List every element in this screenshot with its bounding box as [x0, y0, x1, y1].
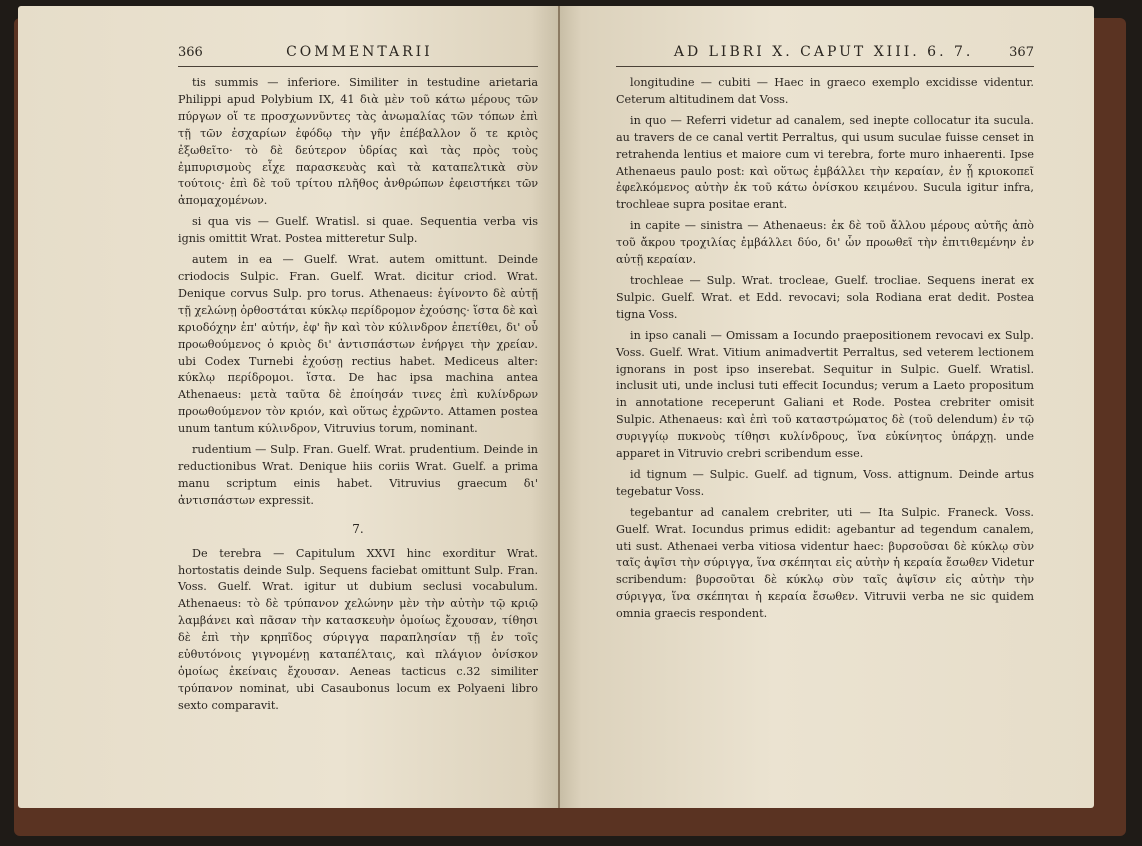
- page-number: 366: [178, 45, 203, 60]
- paragraph: in quo — Referri videtur ad canalem, sed inepte collocatur ita sucula. au travers de ce canal vertit Perraltus, qui usum suculae fuisse censet in retrahenda lentius et maiore cum vi terebra, forte muro inhaerenti. Ipse Athenaeus paulo post: καὶ οὕτως ἐμβάλλει τὴν κεραίαν, ἐν ᾗ κριοκοπεῖ ἐφελκόμενος αὐτὴν ἐκ τοῦ κάτω ὀνίσκου κειμένου. Sucula igitur infra, trochleae supra positae erant.: [616, 113, 1034, 212]
- running-title: COMMENTARII: [286, 44, 433, 60]
- paragraph: tegebantur ad canalem crebriter, uti — Ita Sulpic. Franeck. Voss. Guelf. Wrat. Iocundus primus edidit: agebantur ad tegendum canalem, uti sust. Athenaei verba vitiosa videntur haec: βυρσοῦσαι δὲ κύκλῳ σὺν ταῖς ἀψῖσι τὴν σύριγγα, ἵνα σκέπηται εἰς αὐτὴν ἡ κεραία ἔσωθεν Videtur scribendum: βυρσοῦται δὲ κύκλῳ σὺν ταῖς ἀψῖσιν εἰς αὐτὴν τὴν σύριγγα, ἵνα σκέπηται ἡ κεραία ἔσωθεν. Vitruvii verba ne sic quidem omnia graecis respondent.: [616, 505, 1034, 621]
- paragraph: trochleae — Sulp. Wrat. trocleae, Guelf. trocliae. Sequens inerat ex Sulpic. Guelf. Wrat. et Edd. revocavi; sola Rodiana erat dedit. Postea tigna Voss.: [616, 273, 1034, 321]
- paragraph: De terebra — Capitulum XXVI hinc exorditur Wrat. hortostatis deinde Sulp. Sequens faciebat omittunt Sulp. Fran. Voss. Guelf. Wrat. igitur ut dubium seclusi vocabulum. Athenaeus: τὸ δὲ τρύπανον χελώνην μὲν τὴν αὐτὴν τῷ κριῷ λαμβάνει καὶ πᾶσαν τὴν κατασκευὴν ὁμοίως ἔχουσαν, τίθησι δὲ ἐπὶ τὴν κρηπῖδος σύριγγα παραπλησίαν τῇ ἐν τοῖς εὐθυτόνοις γιγνομένῃ καταπέλταις, καὶ πλάγιον ὀνίσκον ὁμοίως ἐκείναις ἔχουσαν. Aeneas tacticus c.32 similiter τρύπανον nominat, ubi Casaubonus locum ex Polyaeni libro sexto comparavit.: [178, 546, 538, 712]
- right-page: [560, 6, 1094, 808]
- header-rule: [616, 66, 1034, 67]
- left-page: [18, 6, 558, 808]
- paragraph: id tignum — Sulpic. Guelf. ad tignum, Voss. attignum. Deinde artus tegebatur Voss.: [616, 467, 1034, 498]
- paragraph: autem in ea — Guelf. Wrat. autem omittunt. Deinde criodocis Sulpic. Fran. Guelf. Wrat. dicitur criod. Wrat. Denique corvus Sulp. pro torus. Athenaeus: ἐγίνοντο δὲ αὐτῇ τῇ χελώνῃ ὀρθοστάται κύκλῳ περίδρομον ἐχούσης· ἵστα δὲ καὶ κριοδόχην ἐπ' αὐτήν, ἐφ' ἣν καὶ τὸν κύλινδρον ἐπετίθει, δι' οὗ προωθούμενος ὁ κριὸς δι' ἀντισπάστων ἐνήργει τὴν χρείαν. ubi Codex Turnebi ἐχούσῃ rectius habet. Mediceus alter: κύκλῳ περίδρομοι. ἵστα. De hac ipsa machina antea Athenaeus: μετὰ ταῦτα δὲ ἐποίησάν τινες ἐπὶ κυλίνδρων προωθούμενον τὸν κριόν, καὶ οὕτως ἐχρῶντο. Attamen postea unum tantum κύλινδρον, Vitruvius torum, nominant.: [178, 253, 538, 436]
- running-title: AD LIBRI X. CAPUT XIII. 6. 7.: [673, 44, 974, 60]
- right-page-content: [616, 44, 1034, 627]
- paragraph: si qua vis — Guelf. Wratisl. si quae. Sequentia verba vis ignis omittit Wrat. Postea mitteretur Sulp.: [178, 215, 538, 246]
- left-page-header: [178, 44, 538, 64]
- left-page-content: [178, 44, 538, 719]
- paragraph: longitudine — cubiti — Haec in graeco exemplo excidisse videntur. Ceterum altitudinem dat Voss.: [616, 76, 1034, 106]
- page-number: 367: [1009, 45, 1034, 60]
- right-page-header: [616, 44, 1034, 64]
- paragraph: in capite — sinistra — Athenaeus: ἐκ δὲ τοῦ ἄλλου μέρους αὐτῆς ἀπὸ τοῦ ἄκρου τροχιλίας ἐμβάλλει δύο, δι' ὧν προωθεῖ τὴν ἐπιτιθεμένην ἐν αὐτῇ κεραίαν.: [616, 219, 1034, 267]
- paragraph: rudentium — Sulp. Fran. Guelf. Wrat. prudentium. Deinde in reductionibus Wrat. Denique hiis coriis Wrat. Guelf. a prima manu scriptum einis habet. Vitruvius graecum δι' ἀντισπάστων expressit.: [178, 443, 538, 507]
- header-rule: [178, 66, 538, 67]
- section-number: 7.: [352, 521, 364, 536]
- paragraph: in ipso canali — Omissam a Iocundo praepositionem revocavi ex Sulp. Voss. Guelf. Wrat. Vitium animadvertit Perraltus, sed veterem lectionem ignorans in post ipso inserebat. Sequitur in Sulpic. Guelf. Wratisl. inclusit uti, unde inclusi tuti effecit Iocundus; verum a Laeto propositum in annotatione receperunt Galiani et Rode. Postea crebriter omisit Sulpic. Athenaeus: καὶ ἐπὶ τοῦ καταστρώματος δὲ (τοῦ delendum) ἐν τῷ συριγγίῳ πυκνοὺς τίθησι κυλίνδρους, ἵνα εὐκίνητος ὑπάρχῃ. unde apparet in Vitruvio crebri scribendum esse.: [616, 328, 1034, 461]
- paragraph: tis summis — inferiore. Similiter in testudine arietaria Philippi apud Polybium IX, 41 διὰ μὲν τοῦ κάτω μέρους τῶν πύργων οἵ τε προσχωννῦντες τὰς ἀνωμαλίας τῶν τόπων ἐπὶ τῇ τῶν ἐσχαρίων ἐφόδῳ τὴν γῆν ἐπέβαλλον ὅ τε κριὸς ἐξωθεῖτο· τὸ δὲ δεύτερον ὑδρίας καὶ τὰς πρὸς τοὺς ἐμπυρισμοὺς εἶχε παρασκευὰς καὶ τὰ καταπελτικὰ σὺν τούτοις· ἐπὶ δὲ τοῦ τρίτου πλῆθος ἀνθρώπων ἐφειστήκει τῶν ἀπομαχομένων.: [178, 76, 538, 208]
